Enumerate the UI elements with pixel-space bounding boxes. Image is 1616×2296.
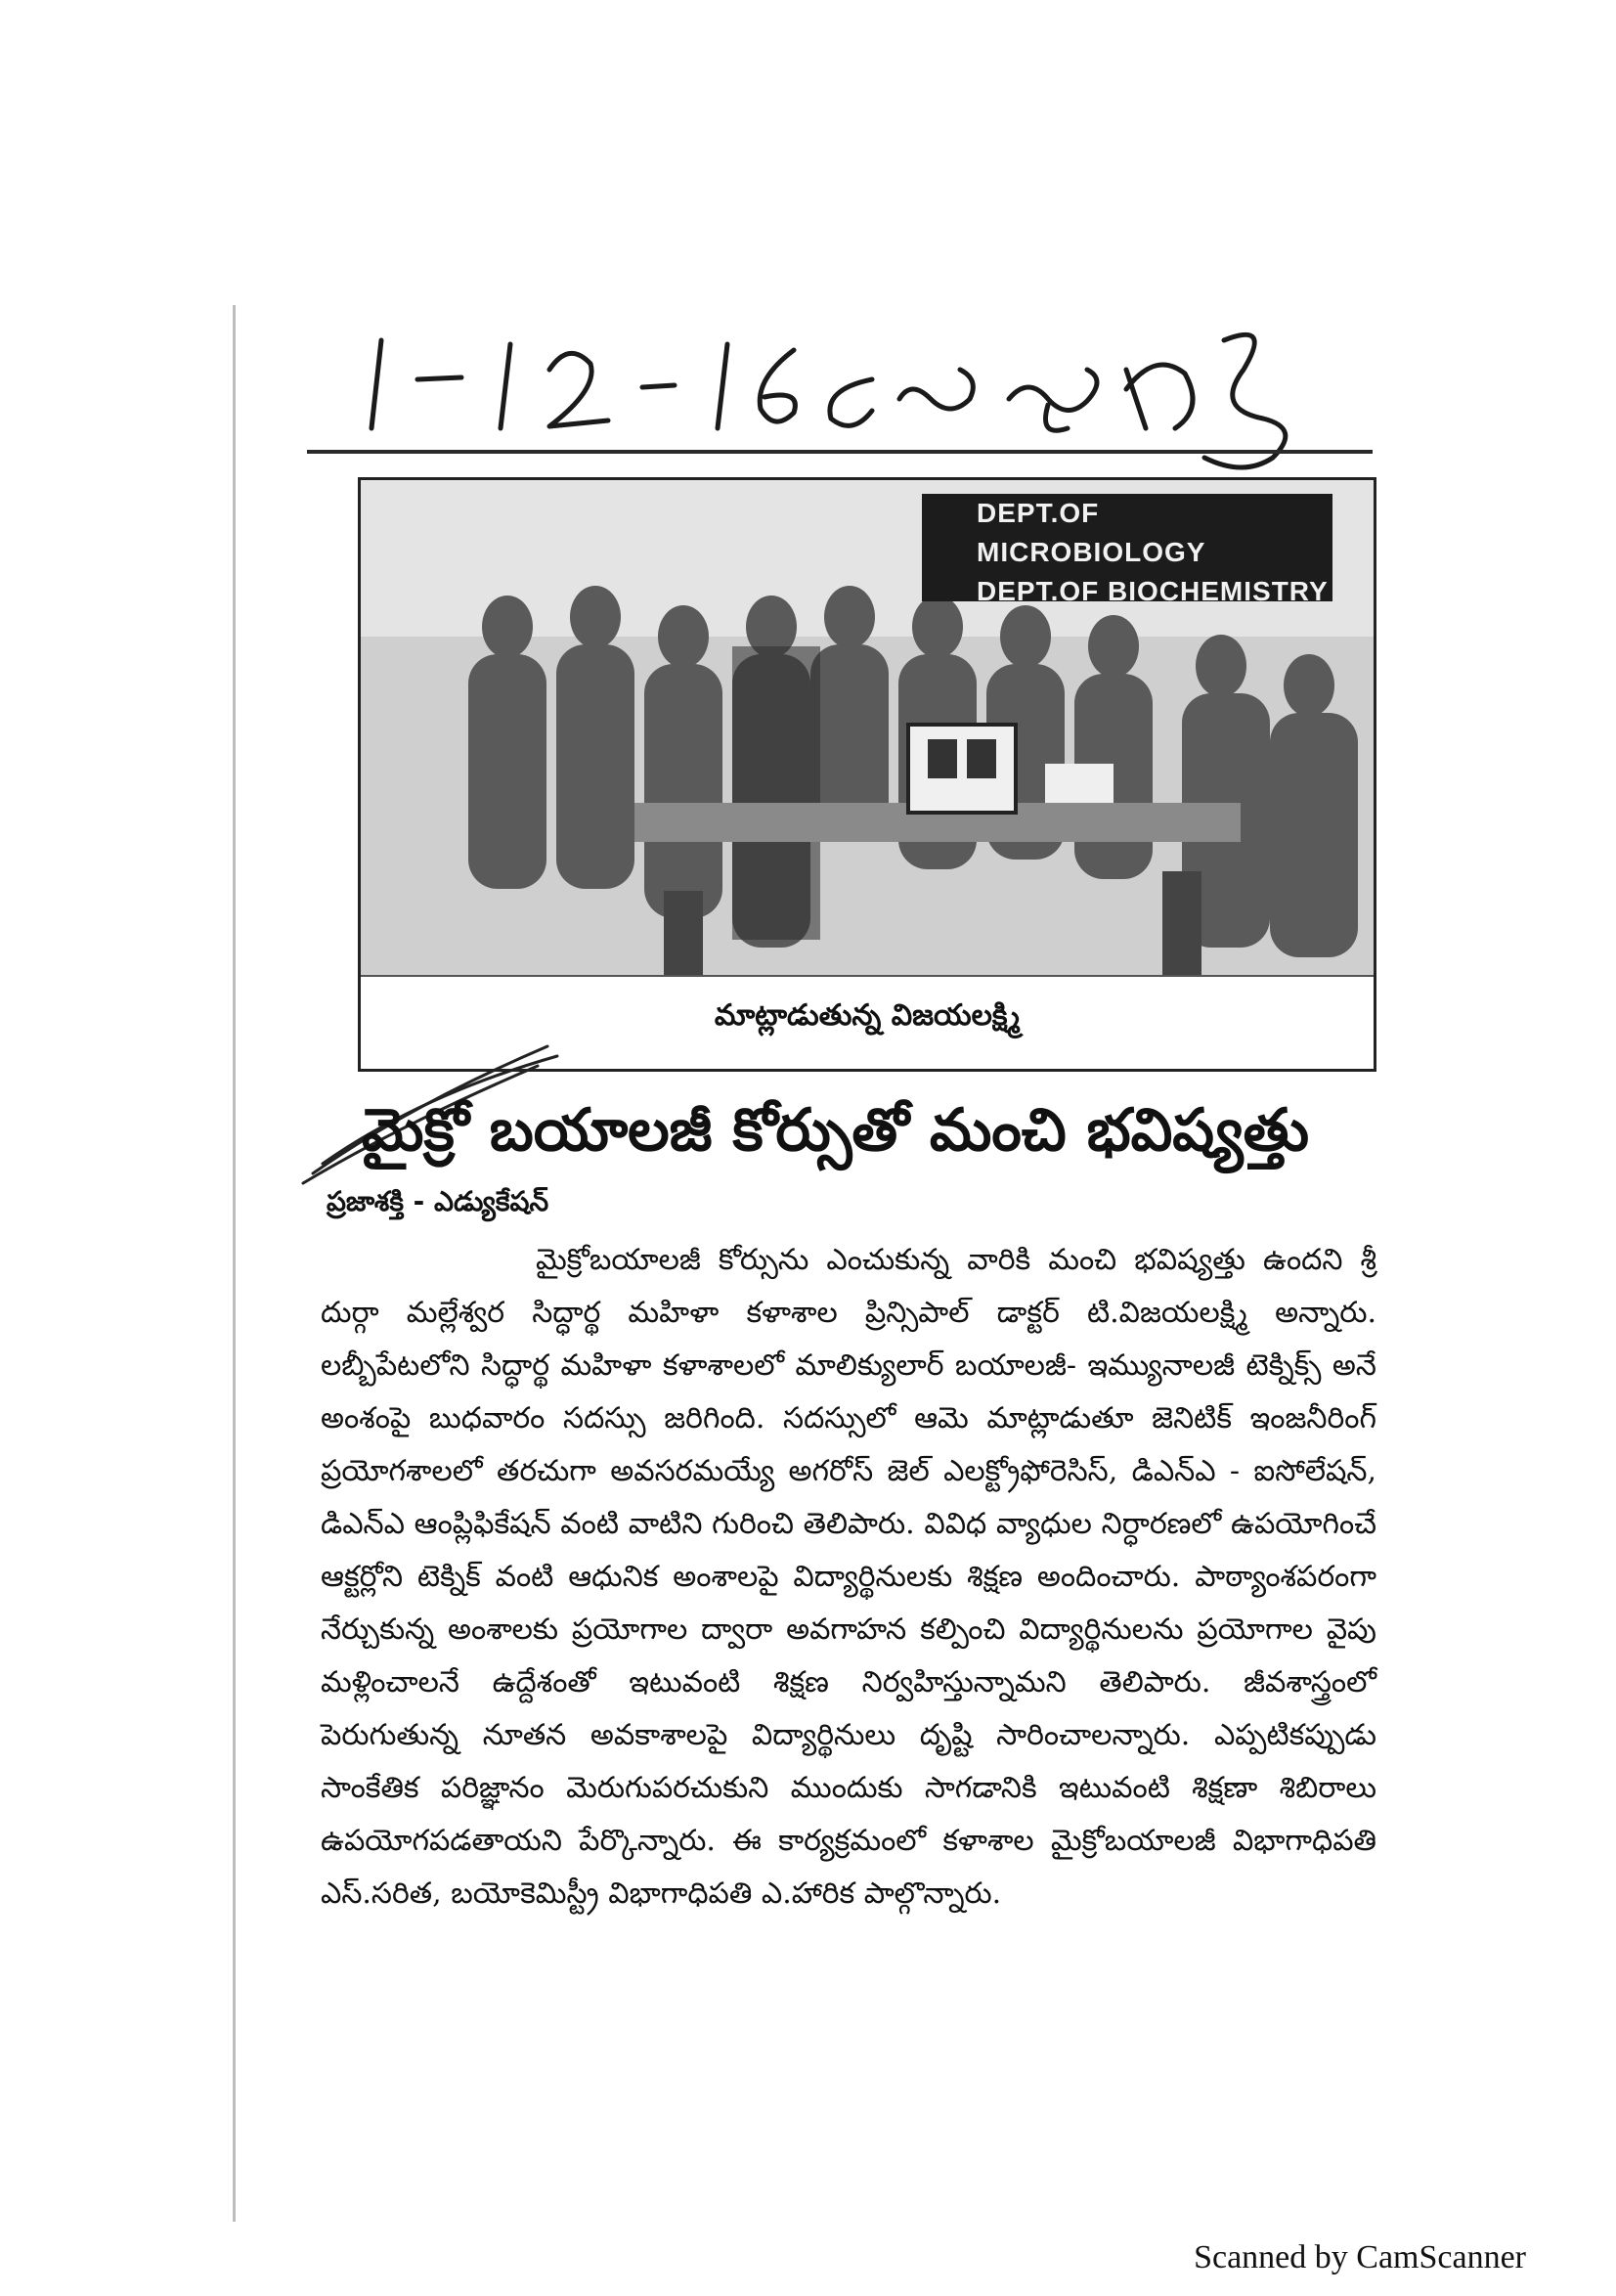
article-body: మైక్రోబయాలజీ కోర్సును ఎంచుకున్న వారికి మంచి భవిష్యత్తు ఉందని శ్రీ దుర్గా మల్లేశ్వర సిద్ధార్థ మహిళా కళాశాల ప్రిన్సిపాల్ డాక్టర్ టి.విజయలక్ష్మి అన్నారు. లబ్బీపేటలోని సిద్ధార్థ మహిళా కళాశాలలో మాలిక్యులార్ బయాలజీ- ఇమ్యునాలజీ టెక్నిక్స్ అనే అంశంపై బుధవారం సదస్సు జరిగింది. సదస్సులో ఆమె మాట్లాడుతూ జెనిటిక్ ఇంజనీరింగ్ ప్రయోగశాలలో తరచుగా అవసరమయ్యే అగరోస్ జెల్ ఎలక్ట్రోఫోరెసిస్, డిఎన్ఎ - ఐసోలేషన్, డిఎన్ఎ ఆంప్లిఫికేషన్ వంటి వాటిని గురించి తెలిపారు. వివిధ వ్యాధుల నిర్ధారణలో ఉపయోగించే ఆక్టర్లోని టెక్నిక్ వంటి ఆధునిక అంశాలపై విద్యార్థినులకు శిక్షణ అందించారు. పాఠ్యాంశపరంగా నేర్చుకున్న అంశాలకు ప్రయోగాల ద్వారా అవగాహన కల్పించి విద్యార్థినులను ప్రయోగాల వైపు మళ్లించాలనే ఉద్దేశంతో ఇటువంటి శిక్షణ నిర్వహిస్తున్నామని తెలిపారు. జీవశాస్త్రంలో పెరుగుతున్న నూతన అవకాశాలపై విద్యార్థినులు దృష్టి సారించాలన్నారు. ఎప్పటికప్పుడు సాంకేతిక పరిజ్ఞానం మెరుగుపరచుకుని ముందుకు సాగడానికి ఇటువంటి శిక్షణా శిబిరాలు ఉపయోగపడతాయని పేర్కొన్నారు. ఈ కార్యక్రమంలో కళాశాల మైక్రోబయాలజీ విభాగాధిపతి ఎస్.సరిత, బయోకెమిస్ట్రీ విభాగాధిపతి ఎ.హారిక పాల్గొన్నారు.: [321, 1243, 1376, 1911]
department-banner: [922, 494, 1332, 606]
article-byline: ప్రజాశక్తి - ఎడ్యుకేషన్: [327, 1185, 549, 1217]
scanner-watermark: Scanned by CamScanner: [1194, 2239, 1526, 2275]
news-photo: [358, 477, 1376, 1072]
handwritten-date-note: [364, 311, 1361, 497]
banner-line-1: DEPT.OF MICROBIOLOGY: [977, 498, 1206, 567]
banner-line-2: DEPT.OF BIOCHEMISTRY: [977, 576, 1329, 606]
handwriting-strokes: [364, 311, 1361, 497]
article-top-rule: [307, 450, 1373, 454]
article-headline: మైక్రో బయాలజీ కోర్సుతో మంచి భవిష్యత్తు: [362, 1096, 1310, 1165]
photo-caption: మాట్లాడుతున్న విజయలక్ష్మి: [714, 998, 1021, 1033]
scan-margin-line: [233, 305, 236, 2222]
